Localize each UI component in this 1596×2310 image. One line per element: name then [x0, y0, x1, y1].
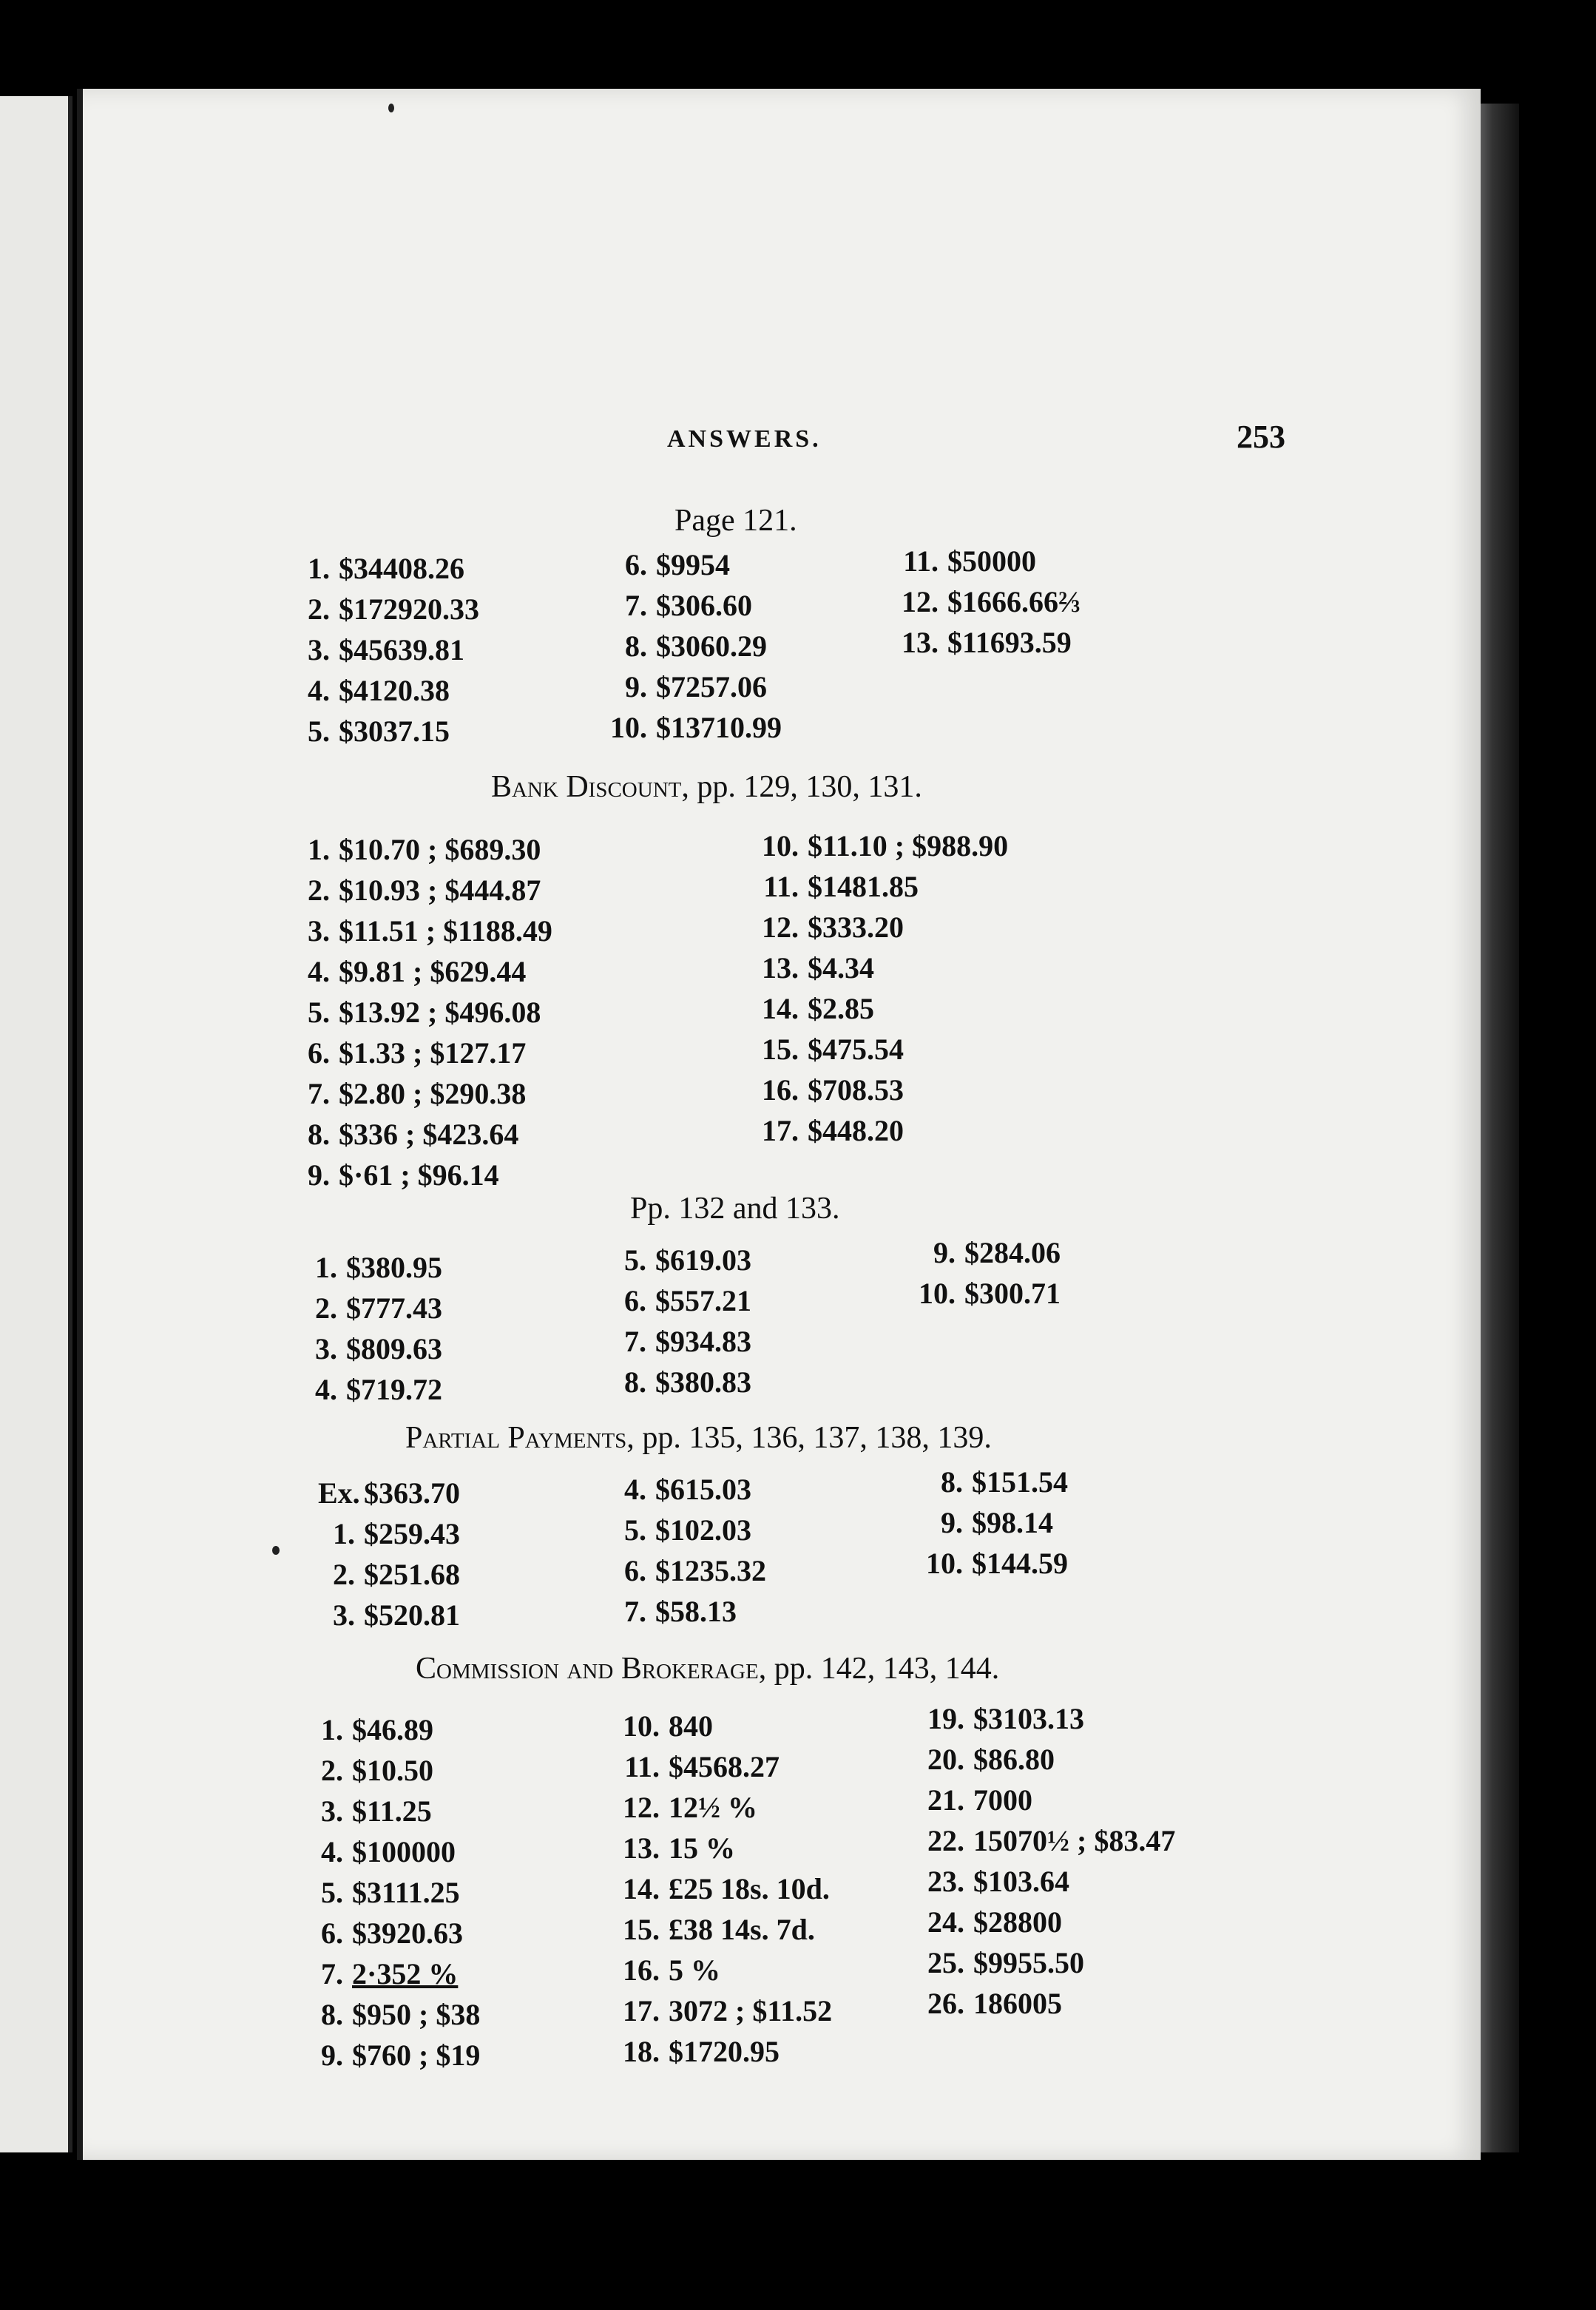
answer-row: 1. $10.70 ; $689.30	[308, 833, 541, 866]
answer-row: 14. $2.85	[762, 992, 874, 1025]
answer-row: 15. $475.54	[762, 1033, 904, 1066]
answer-row: 8. $3060.29	[625, 629, 767, 663]
answer-row: 6. $1235.32	[624, 1554, 766, 1587]
answer-row: 17. $448.20	[762, 1114, 904, 1147]
ink-speck	[272, 1546, 280, 1555]
page-number: 253	[1237, 419, 1285, 455]
answer-row: 11. $50000	[903, 544, 1036, 578]
answer-row: 5. $102.03	[624, 1513, 751, 1547]
answer-row: 9. $760 ; $19	[321, 2039, 481, 2072]
answer-row: 25. $9955.50	[927, 1946, 1084, 1979]
answer-row: 23. $103.64	[927, 1865, 1069, 1898]
answer-row: 2. $10.50	[321, 1754, 433, 1787]
answer-row: 6. $9954	[625, 548, 730, 581]
answer-row: 3. $11.51 ; $1188.49	[308, 914, 552, 948]
answer-row: 11. $4568.27	[624, 1750, 780, 1783]
answer-row: 5. $619.03	[624, 1243, 751, 1277]
answer-row: Ex. $363.70	[318, 1476, 460, 1510]
answer-row: 4. $615.03	[624, 1473, 751, 1506]
answer-row: 7. $934.83	[624, 1325, 751, 1358]
answer-row: 7. $2.80 ; $290.38	[308, 1077, 527, 1110]
answer-row: 8. $380.83	[624, 1365, 751, 1399]
answer-row: 5. $3037.15	[308, 715, 450, 748]
ink-speck	[388, 104, 394, 112]
answer-row: 12. 12½ %	[623, 1791, 757, 1824]
answer-row: 3. $809.63	[315, 1332, 442, 1365]
answer-row: 8. $950 ; $38	[321, 1998, 481, 2031]
answer-row: 5. $3111.25	[321, 1876, 460, 1909]
book-cover-edge	[1475, 104, 1519, 2152]
answer-row: 1. $34408.26	[308, 552, 464, 585]
running-head: ANSWERS.	[667, 425, 822, 453]
answer-row: 19. $3103.13	[927, 1702, 1084, 1735]
section-title-pp-132-133: Pp. 132 and 133.	[630, 1192, 840, 1226]
answer-row: 17. 3072 ; $11.52	[623, 1994, 833, 2027]
answer-row: 24. $28800	[927, 1905, 1062, 1939]
answer-row: 21. 7000	[927, 1783, 1032, 1817]
answer-row: 3. $520.81	[333, 1598, 460, 1632]
answer-row: 10. $300.71	[919, 1277, 1061, 1310]
answer-row: 8. $336 ; $423.64	[308, 1118, 519, 1151]
answer-row: 2. $777.43	[315, 1291, 442, 1325]
answer-row: 10. $144.59	[926, 1547, 1068, 1580]
answer-row: 2. $10.93 ; $444.87	[308, 874, 541, 907]
answer-row: 1. $46.89	[321, 1713, 433, 1746]
answer-row: 10. $11.10 ; $988.90	[762, 829, 1009, 862]
answer-row: 12. $1666.66⅔	[902, 585, 1081, 618]
answer-row: 6. $1.33 ; $127.17	[308, 1036, 527, 1070]
section-title-page-121: Page 121.	[674, 504, 797, 538]
answer-row: 22. 15070½ ; $83.47	[927, 1824, 1176, 1857]
answer-row: 13. $4.34	[762, 951, 874, 985]
answer-row: 9. $·61 ; $96.14	[308, 1158, 499, 1192]
answer-row: 26. 186005	[927, 1987, 1062, 2020]
answer-row: 13. 15 %	[623, 1831, 735, 1865]
answer-row: 9. $7257.06	[625, 670, 767, 703]
answer-row: 2. $172920.33	[308, 592, 479, 626]
answer-row: 16. 5 %	[623, 1953, 720, 1987]
answer-row: 8. $151.54	[941, 1465, 1068, 1499]
answer-row: 11. $1481.85	[763, 870, 919, 903]
answer-row: 10. $13710.99	[610, 711, 782, 744]
answer-row: 7. $58.13	[624, 1595, 737, 1628]
page-header	[83, 419, 1473, 470]
answer-row: 18. $1720.95	[623, 2035, 780, 2068]
facing-page-edge	[0, 96, 72, 2152]
answer-row: 4. $719.72	[315, 1373, 442, 1406]
answer-row: 4. $100000	[321, 1835, 456, 1868]
answer-row: 6. $557.21	[624, 1284, 751, 1317]
section-title-commission-brokerage: Commission and Brokerage, pp. 142, 143, 144.	[416, 1652, 1000, 1686]
answer-row: 12. $333.20	[762, 911, 904, 944]
answer-row: 16. $708.53	[762, 1073, 904, 1107]
answer-row: 3. $11.25	[321, 1794, 432, 1828]
answer-row: 4. $4120.38	[308, 674, 450, 707]
book-page	[77, 89, 1481, 2160]
answer-row: 14. £25 18s. 10d.	[623, 1872, 830, 1905]
answer-row: 3. $45639.81	[308, 633, 464, 666]
answer-row: 9. $284.06	[933, 1236, 1061, 1269]
answer-row: 9. $98.14	[941, 1506, 1053, 1539]
answer-row: 20. $86.80	[927, 1743, 1055, 1776]
answer-row: 1. $380.95	[315, 1251, 442, 1284]
section-title-bank-discount: Bank Discount, pp. 129, 130, 131.	[491, 770, 922, 804]
section-title-partial-payments: Partial Payments, pp. 135, 136, 137, 138, 139.	[405, 1421, 992, 1455]
answer-row: 15. £38 14s. 7d.	[623, 1913, 815, 1946]
answer-row: 7. $306.60	[625, 589, 752, 622]
answer-row: 13. $11693.59	[902, 626, 1072, 659]
answer-row: 1. $259.43	[333, 1517, 460, 1550]
answer-row: 7. 2·352 %	[321, 1957, 459, 1990]
answer-row: 10. 840	[623, 1709, 713, 1743]
answer-row: 2. $251.68	[333, 1558, 460, 1591]
answer-row: 6. $3920.63	[321, 1916, 463, 1950]
answer-row: 5. $13.92 ; $496.08	[308, 996, 541, 1029]
answer-row: 4. $9.81 ; $629.44	[308, 955, 527, 988]
